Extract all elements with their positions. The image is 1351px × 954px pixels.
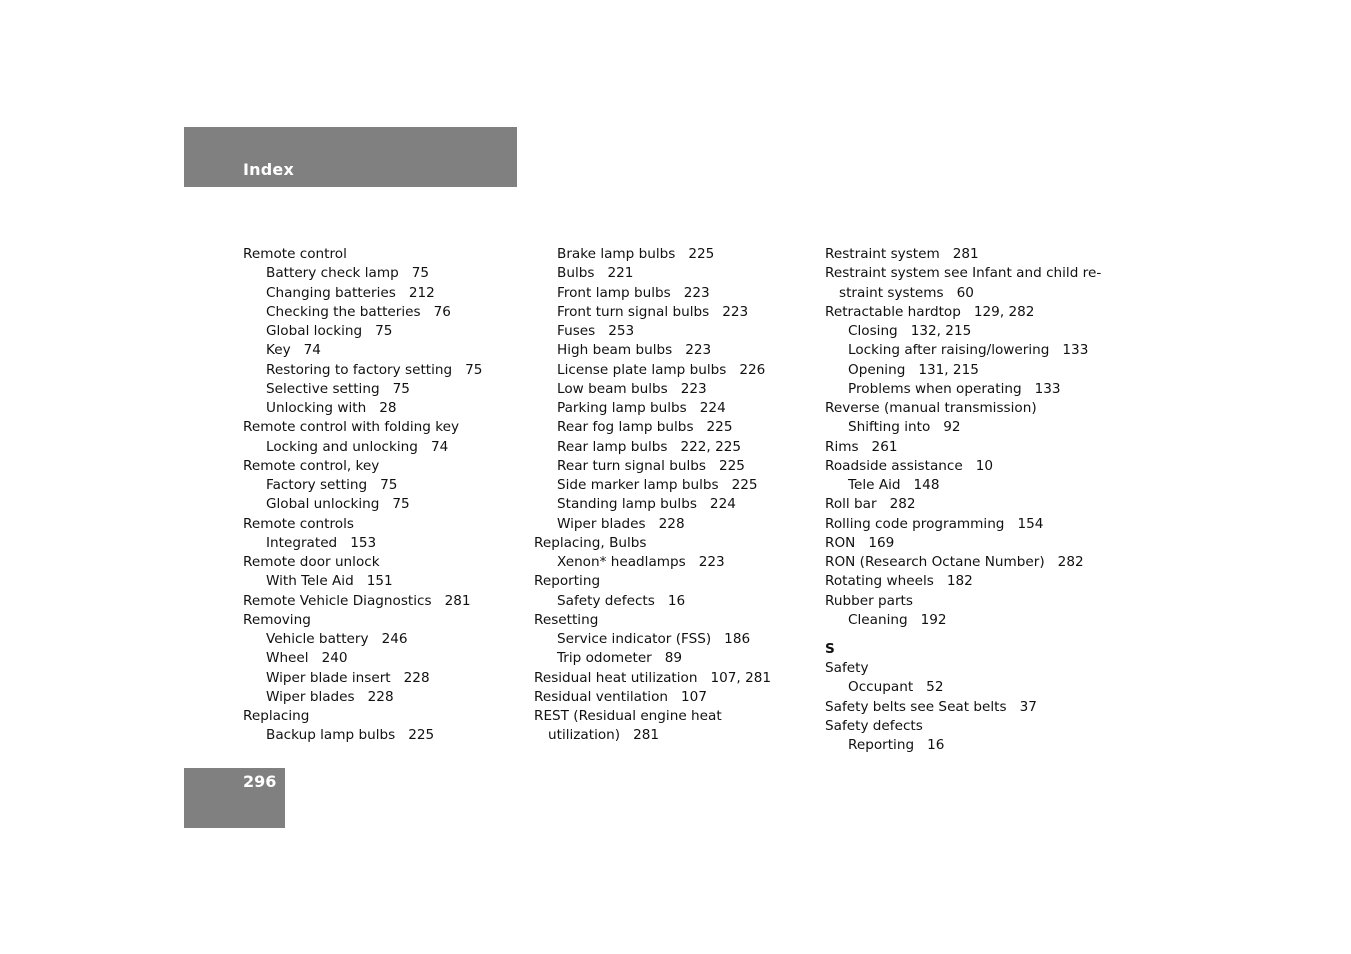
- index-page-ref: 228: [367, 688, 394, 705]
- index-term: Factory setting: [266, 477, 368, 493]
- index-entry: [243, 245, 543, 264]
- index-term: Restraint system see Infant and child re-: [825, 265, 1102, 282]
- index-entry: [825, 515, 1125, 534]
- index-entry: [243, 707, 543, 726]
- index-term: Replacing, Bulbs: [534, 534, 647, 551]
- index-entry: [825, 717, 1125, 736]
- index-page-ref: 131, 215: [918, 361, 979, 378]
- index-page-ref: 223: [685, 342, 712, 359]
- index-subentry: [825, 418, 1125, 437]
- index-term: Global unlocking: [266, 496, 380, 513]
- index-entry-continuation: [534, 726, 834, 745]
- index-subentry: [825, 361, 1125, 380]
- index-term: utilization): [548, 727, 621, 744]
- header-bar: [184, 127, 517, 187]
- index-term: Wiper blades: [557, 515, 646, 532]
- index-subentry: [534, 322, 834, 341]
- index-term: Remote control, key: [243, 457, 380, 474]
- index-entry: [243, 592, 543, 611]
- index-term: Rear fog lamp bulbs: [557, 419, 694, 436]
- index-term: Residual heat utilization: [534, 669, 698, 686]
- index-page-ref: 153: [350, 534, 377, 551]
- index-entry: [243, 457, 543, 476]
- index-subentry: [534, 592, 834, 611]
- index-page-ref: 75: [375, 323, 393, 339]
- index-term: Unlocking with: [266, 400, 367, 416]
- index-term: Restraint system: [825, 246, 940, 262]
- index-entry: [825, 495, 1125, 514]
- index-term: License plate lamp bulbs: [557, 361, 727, 378]
- index-page-ref: 186: [724, 631, 751, 647]
- index-term: Front turn signal bulbs: [557, 303, 710, 320]
- index-term: Locking after raising/lowering: [848, 342, 1050, 359]
- index-subentry: [534, 399, 834, 418]
- index-subentry: [243, 726, 543, 745]
- index-page-ref: 169: [868, 534, 895, 551]
- index-subentry: [825, 611, 1125, 630]
- index-page-ref: 223: [698, 554, 725, 570]
- index-term: Safety belts see Seat belts: [825, 698, 1007, 715]
- index-entry: [825, 553, 1125, 572]
- index-term: Resetting: [534, 611, 599, 628]
- index-page-ref: 228: [403, 669, 430, 686]
- index-term: Safety defects: [825, 717, 923, 734]
- index-page-ref: 225: [718, 457, 745, 474]
- index-page-ref: 16: [667, 592, 686, 609]
- index-term: Integrated: [266, 534, 338, 551]
- index-page-ref: 224: [699, 400, 726, 416]
- index-page-ref: 226: [739, 361, 766, 378]
- section-title: Index: [243, 160, 294, 179]
- index-term: Fuses: [557, 323, 596, 339]
- index-page-ref: 225: [731, 477, 758, 493]
- index-subentry: [534, 457, 834, 476]
- index-subentry: [534, 361, 834, 380]
- index-page-ref: 228: [658, 515, 685, 532]
- index-term: RON (Research Octane Number): [825, 554, 1045, 570]
- index-page-ref: 253: [608, 323, 635, 339]
- index-term: Locking and unlocking: [266, 438, 418, 455]
- index-subentry: [243, 264, 543, 283]
- index-column-1: [243, 245, 543, 746]
- index-page-ref: 240: [321, 650, 348, 667]
- index-term: Rolling code programming: [825, 515, 1005, 532]
- index-subentry: [534, 418, 834, 437]
- index-column-2: [534, 245, 834, 746]
- index-subentry: [534, 630, 834, 649]
- index-page-ref: 225: [706, 419, 733, 436]
- index-term: Service indicator (FSS): [557, 631, 712, 647]
- index-term: Remote Vehicle Diagnostics: [243, 592, 432, 609]
- index-term: Backup lamp bulbs: [266, 727, 396, 744]
- index-page-ref: 75: [392, 496, 410, 513]
- index-entry: [825, 572, 1125, 591]
- index-subentry: [825, 678, 1125, 697]
- index-term: straint systems: [839, 284, 944, 301]
- index-term: Xenon* headlamps: [557, 554, 686, 570]
- index-subentry: [825, 736, 1125, 755]
- index-term: Safety defects: [557, 592, 655, 609]
- index-page-ref: 28: [379, 400, 397, 416]
- index-subentry: [825, 476, 1125, 495]
- index-subentry: [534, 515, 834, 534]
- index-term: Reverse (manual transmission): [825, 400, 1037, 416]
- index-entry: [825, 457, 1125, 476]
- index-subentry: [243, 669, 543, 688]
- index-term: Front lamp bulbs: [557, 284, 671, 301]
- index-page-ref: 133: [1062, 342, 1089, 359]
- index-page-ref: 132, 215: [910, 323, 972, 339]
- index-page-ref: 52: [926, 679, 944, 696]
- index-term: Low beam bulbs: [557, 380, 668, 397]
- index-page-ref: 223: [683, 284, 710, 301]
- index-page-ref: 92: [943, 419, 961, 436]
- index-entry: [825, 245, 1125, 264]
- index-page-ref: 16: [927, 737, 945, 753]
- index-term: Reporting: [848, 737, 915, 753]
- index-term: Roadside assistance: [825, 457, 963, 474]
- index-page-ref: 282: [889, 496, 916, 513]
- index-term: With Tele Aid: [266, 573, 354, 590]
- index-term: Remote controls: [243, 515, 354, 532]
- index-term: Rear turn signal bulbs: [557, 457, 706, 474]
- index-page-ref: 154: [1017, 515, 1044, 532]
- index-term: Parking lamp bulbs: [557, 400, 687, 416]
- index-term: Remote control with folding key: [243, 419, 460, 436]
- index-term: Occupant: [848, 679, 914, 696]
- page-number-box: [184, 768, 285, 828]
- index-page-ref: 225: [688, 246, 715, 262]
- index-page-ref: 221: [607, 265, 634, 282]
- index-entry: [825, 698, 1125, 717]
- index-entry: [243, 515, 543, 534]
- index-subentry: [243, 438, 543, 457]
- index-subentry: [243, 361, 543, 380]
- index-page-ref: 37: [1019, 698, 1037, 715]
- index-entry: [825, 592, 1125, 611]
- index-term: Standing lamp bulbs: [557, 496, 697, 513]
- index-term: Removing: [243, 611, 311, 628]
- index-subentry: [243, 303, 543, 322]
- index-page-ref: 182: [946, 573, 973, 590]
- index-subentry: [825, 380, 1125, 399]
- index-page-ref: 281: [444, 592, 471, 609]
- index-page-ref: 76: [433, 303, 451, 320]
- page-number: 296: [243, 772, 277, 791]
- index-entry-continuation: [825, 284, 1125, 303]
- index-term: Wiper blade insert: [266, 669, 391, 686]
- index-entry: [243, 611, 543, 630]
- index-term: RON: [825, 534, 856, 551]
- index-column-3: [825, 245, 1125, 755]
- index-subentry: [534, 438, 834, 457]
- index-entry: [825, 399, 1125, 418]
- index-subentry: [534, 553, 834, 572]
- index-subentry: [243, 341, 543, 360]
- index-entry: [243, 553, 543, 572]
- index-subentry: [243, 630, 543, 649]
- index-term: Remote control: [243, 246, 347, 262]
- index-term: Roll bar: [825, 496, 877, 513]
- index-subentry: [534, 649, 834, 668]
- index-subentry: [534, 303, 834, 322]
- index-term: S: [825, 641, 835, 657]
- index-subentry: [534, 245, 834, 264]
- index-entry: [534, 611, 834, 630]
- index-page-ref: 133: [1034, 380, 1061, 397]
- index-term: Wiper blades: [266, 688, 355, 705]
- index-term: Brake lamp bulbs: [557, 246, 676, 262]
- index-term: Rotating wheels: [825, 573, 934, 590]
- index-subentry: [534, 284, 834, 303]
- index-term: Shifting into: [848, 419, 931, 436]
- index-page-ref: 107: [681, 688, 707, 705]
- index-page-ref: 74: [430, 438, 449, 455]
- index-subentry: [534, 264, 834, 283]
- index-term: Tele Aid: [848, 477, 901, 493]
- index-term: Vehicle battery: [266, 631, 369, 647]
- index-page-ref: 10: [975, 457, 994, 474]
- index-term: Safety: [825, 660, 869, 676]
- index-subentry: [534, 341, 834, 360]
- index-page-ref: 212: [408, 284, 435, 301]
- index-entry: [534, 534, 834, 553]
- index-term: High beam bulbs: [557, 342, 673, 359]
- index-subentry: [243, 322, 543, 341]
- index-entry: [825, 659, 1125, 678]
- index-page-ref: 281: [633, 727, 660, 744]
- index-term: Global locking: [266, 323, 363, 339]
- index-term: Cleaning: [848, 611, 908, 628]
- index-subentry: [243, 572, 543, 591]
- index-entry: [534, 688, 834, 707]
- index-term: Reporting: [534, 573, 601, 590]
- index-page-ref: 75: [380, 477, 398, 493]
- index-term: Rear lamp bulbs: [557, 438, 668, 455]
- index-term: Remote door unlock: [243, 554, 380, 570]
- index-subentry: [243, 284, 543, 303]
- index-page-ref: 148: [913, 477, 940, 493]
- index-term: Trip odometer: [557, 650, 652, 667]
- index-letter-heading: [825, 639, 1125, 659]
- index-entry: [825, 303, 1125, 322]
- index-term: Wheel: [266, 650, 309, 667]
- index-page-ref: 261: [871, 438, 898, 455]
- index-term: Changing batteries: [266, 284, 396, 301]
- index-page-ref: 224: [709, 496, 736, 513]
- index-term: Selective setting: [266, 380, 380, 397]
- index-subentry: [243, 688, 543, 707]
- index-term: Problems when operating: [848, 380, 1022, 397]
- index-subentry: [534, 380, 834, 399]
- index-term: Rubber parts: [825, 592, 913, 609]
- index-entry: [243, 418, 543, 437]
- index-page-ref: 74: [303, 342, 321, 359]
- index-subentry: [243, 476, 543, 495]
- index-subentry: [243, 380, 543, 399]
- index-term: Residual ventilation: [534, 688, 669, 705]
- index-page-ref: 75: [465, 361, 483, 378]
- index-subentry: [243, 649, 543, 668]
- index-page-ref: 75: [392, 380, 410, 397]
- index-page-ref: 281: [952, 246, 979, 262]
- index-entry: [825, 534, 1125, 553]
- index-page-ref: 192: [920, 611, 947, 628]
- index-page-ref: 75: [411, 265, 430, 282]
- index-page-ref: 225: [408, 727, 435, 744]
- index-subentry: [534, 476, 834, 495]
- index-subentry: [243, 495, 543, 514]
- index-page-ref: 222, 225: [680, 438, 742, 455]
- index-term: Closing: [848, 323, 898, 339]
- index-entry: [825, 264, 1125, 283]
- index-term: Checking the batteries: [266, 303, 421, 320]
- index-term: Rims: [825, 438, 859, 455]
- index-subentry: [243, 399, 543, 418]
- index-subentry: [243, 534, 543, 553]
- index-page-ref: 107, 281: [710, 669, 772, 686]
- index-subentry: [825, 341, 1125, 360]
- index-page-ref: 60: [956, 284, 974, 301]
- index-subentry: [534, 495, 834, 514]
- index-term: Key: [266, 342, 291, 359]
- index-term: Restoring to factory setting: [266, 361, 453, 378]
- index-entry: [534, 572, 834, 591]
- index-subentry: [825, 322, 1125, 341]
- index-term: REST (Residual engine heat: [534, 708, 722, 724]
- index-entry: [825, 438, 1125, 457]
- index-term: Retractable hardtop: [825, 303, 961, 320]
- index-term: Battery check lamp: [266, 265, 399, 282]
- index-term: Side marker lamp bulbs: [557, 477, 719, 493]
- index-term: Bulbs: [557, 265, 595, 282]
- index-page-ref: 151: [366, 573, 393, 590]
- index-term: Opening: [848, 361, 906, 378]
- index-page-ref: 129, 282: [973, 303, 1035, 320]
- index-page-ref: 223: [722, 303, 749, 320]
- index-term: Replacing: [243, 708, 310, 724]
- index-entry: [534, 707, 834, 726]
- index-page-ref: 89: [664, 650, 683, 667]
- index-page-ref: 246: [381, 631, 408, 647]
- index-page-ref: 282: [1057, 554, 1084, 570]
- index-entry: [534, 669, 834, 688]
- index-page-ref: 223: [680, 380, 707, 397]
